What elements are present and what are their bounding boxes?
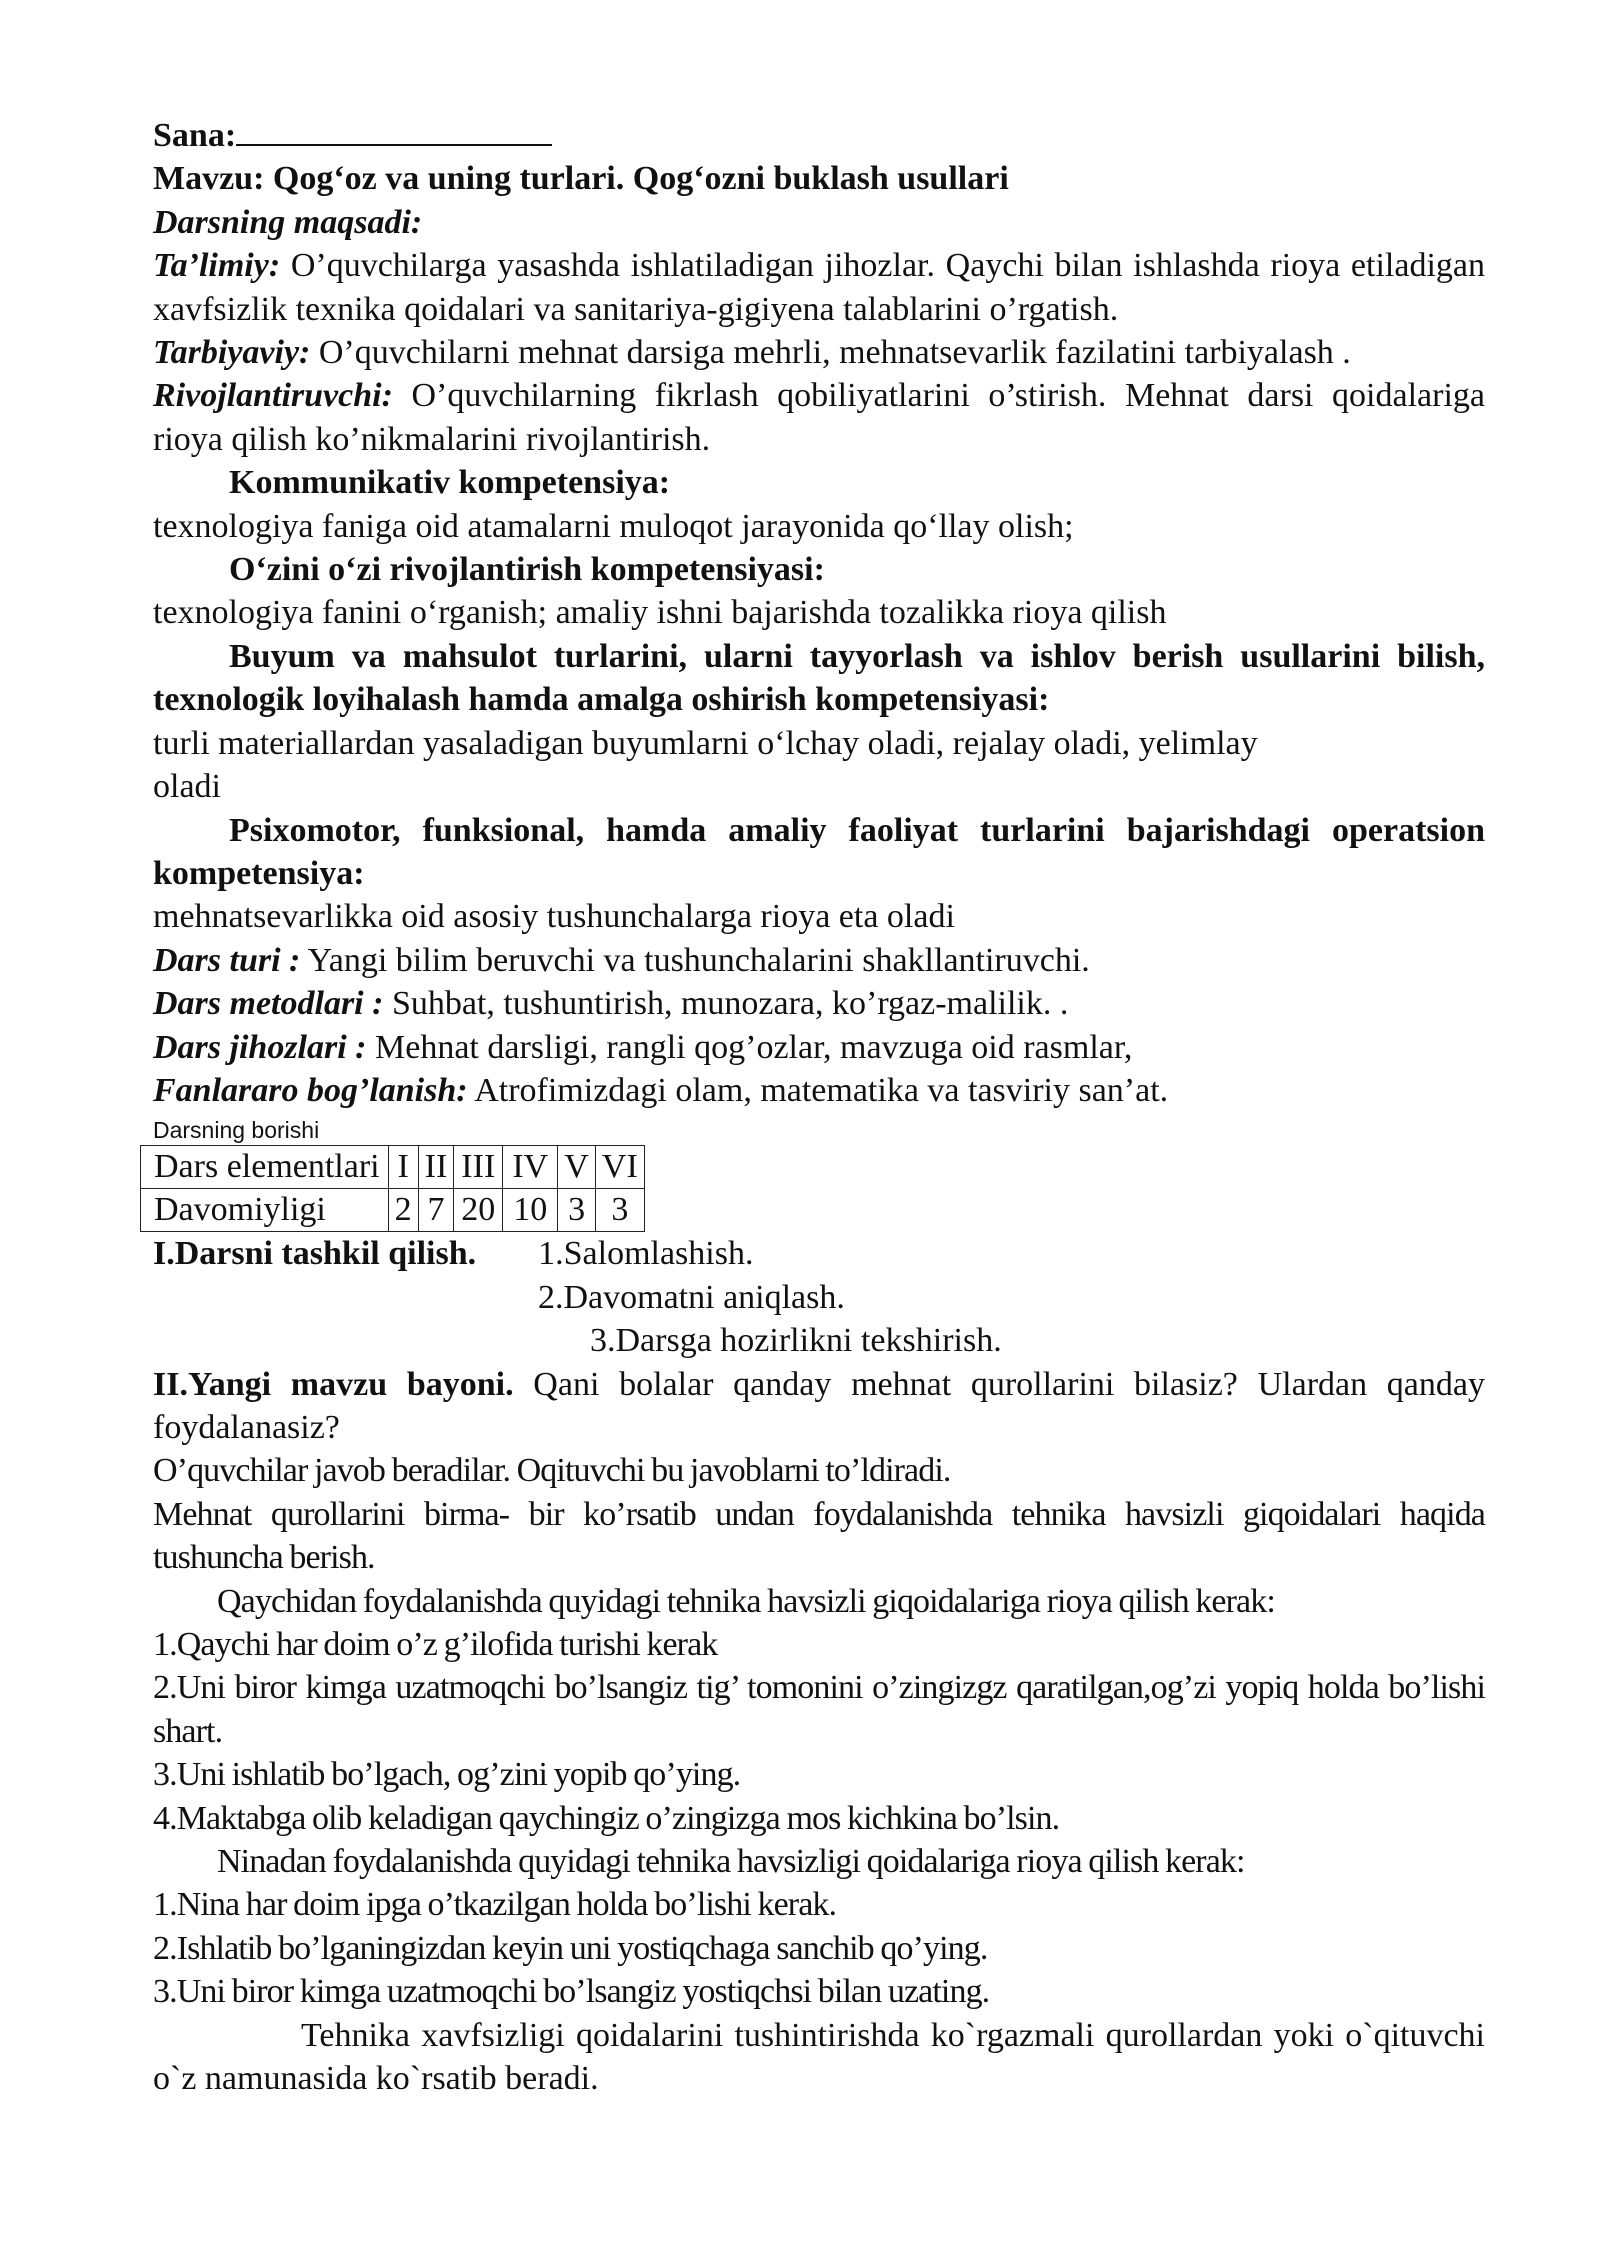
table-cell: 3 [595, 1189, 644, 1232]
competence-1-text: texnologiya faniga oid atamalarni muloqot jarayonida qo‘llay olish; [153, 507, 1074, 545]
goals-heading-text: Darsning maqsadi: [153, 203, 423, 241]
goal-upbringing-label: Tarbiyaviy: [153, 334, 311, 372]
date-blank [236, 112, 552, 146]
date-label: Sana: [153, 117, 237, 154]
table-row [141, 1146, 645, 1189]
org-step-1: 1.Salomlashish. [538, 1235, 754, 1273]
lesson-type [153, 939, 1485, 982]
lesson-type-text: Yangi bilim beruvchi va tushunchalarini shakllantiruvchi. [300, 941, 1090, 979]
needle-rules-heading: Ninadan foydalanishda quyidagi tehnika havsizligi qoidalariga rioya qilish kerak: [217, 1843, 1245, 1881]
competence-1-title [153, 461, 1485, 504]
table-cell: 2 [388, 1189, 418, 1232]
interdisciplinary [153, 1069, 1485, 1112]
lesson-methods-text: Suhbat, tushuntirish, munozara, ko’rgaz-malilik. . [383, 985, 1069, 1023]
competence-3-title [153, 635, 1485, 722]
org-step-3: 3.Darsga hozirlikni tekshirish. [590, 1322, 1002, 1360]
scissors-rule-2: 2.Uni biror kimga uzatmoqchi bo’lsangiz tig’ tomonini o’zingizgz qaratilgan,og’zi yopiq holda bo’lishi shart. [153, 1669, 1485, 1750]
goal-developmental [153, 374, 1485, 461]
needle-rule-1: 1.Nina har doim ipga o’tkazilgan holda bo’lishi kerak. [153, 1886, 837, 1924]
lesson-topic [153, 157, 1485, 200]
table-cell: V [558, 1146, 596, 1189]
table-cell: III [454, 1146, 503, 1189]
lesson-flow-caption: Darsning borishi [153, 1117, 320, 1144]
table-cell: 3 [558, 1189, 596, 1232]
org-step-2: 2.Davomatni aniqlash. [538, 1278, 845, 1316]
closing-paragraph: Tehnika xavfsizligi qoidalarini tushintirishda ko`rgazmali qurollardan yoki o`qituvchi o`z namunasida ko`rsatib beradi. [153, 2016, 1485, 2098]
needle-rule-3: 3.Uni biror kimga uzatmoqchi bo’lsangiz yostiqchsi bilan uzating. [153, 1973, 990, 2011]
competence-2-text: texnologiya fanini o‘rganish; amaliy ishni bajarishda tozalikka rioya qilish [153, 594, 1167, 632]
table-cell: II [418, 1146, 454, 1189]
scissors-rule-3: 3.Uni ishlatib bo’lgach, og’zini yopib qo’ying. [153, 1756, 741, 1794]
lesson-equipment-text: Mehnat darsligi, rangli qog’ozlar, mavzuga oid rasmlar, [366, 1028, 1133, 1066]
table-cell: IV [503, 1146, 558, 1189]
goal-educational-label: Ta’limiy: [153, 247, 281, 285]
organization-section [153, 1232, 1485, 1275]
duration-table [140, 1145, 645, 1232]
goal-educational [153, 244, 1485, 331]
new-topic-title: II.Yangi mavzu bayoni. [153, 1365, 514, 1403]
competence-1-title-text: Kommunikativ kompetensiya: [229, 464, 671, 502]
lesson-methods-label: Dars metodlari : [153, 985, 384, 1023]
competence-3-text: turli materiallardan yasaladigan buyumlarni o‘lchay oladi, rejalay oladi, yelimlay oladi [153, 724, 1258, 806]
interdisciplinary-text: Atrofimizdagi olam, matematika va tasviriy san’at. [467, 1071, 1169, 1109]
tools-explanation: Mehnat qurollarini birma- bir ko’rsatib undan foydalanishda tehnika havsizli giqoidalari haqida tushuncha berish. [153, 1495, 1485, 1577]
safety-rules [153, 1449, 1485, 2013]
competence-4-title [153, 809, 1485, 896]
document-page [153, 112, 1485, 2100]
goal-upbringing [153, 331, 1485, 374]
goals-heading [153, 201, 1485, 244]
lesson-equipment-label: Dars jihozlari : [153, 1028, 367, 1066]
table-cell: I [388, 1146, 418, 1189]
scissors-rule-4: 4.Maktabga olib keladigan qaychingiz o’zingizga mos kichkina bo’lsin. [153, 1799, 1060, 1837]
needle-rule-2: 2.Ishlatib bo’lganingizdan keyin uni yostiqchaga sanchib qo’ying. [153, 1929, 988, 1967]
competence-3-title-text: Buyum va mahsulot turlarini, ularni tayyorlash va ishlov berish usullarini bilish, texnologik loyihalash hamda amalga oshirish kompetensiyasi: [153, 637, 1485, 719]
table-cell: VI [595, 1146, 644, 1189]
date-line [153, 112, 1485, 157]
new-topic-intro [153, 1363, 1485, 1450]
scissors-rule-1: 1.Qaychi har doim o’z g’ilofida turishi kerak [153, 1626, 718, 1663]
organization-title: I.Darsni tashkil qilish. [153, 1235, 477, 1273]
table-cell: Dars elementlari [141, 1146, 389, 1189]
competence-2-title [153, 548, 1485, 591]
lesson-methods [153, 982, 1485, 1025]
new-topic-intro-text: Qani bolalar qanday mehnat qurollarini bilasiz? Ulardan qanday foydalanasiz? [153, 1365, 1485, 1446]
goal-educational-text: O’quvchilarga yasashda ishlatiladigan jihozlar. Qaychi bilan ishlashda rioya etiladigan xavfsizlik texnika qoidalari va sanitariya-gigiyena talablarini o’rgatish. [153, 247, 1485, 328]
student-answers: O’quvchilar javob beradilar. Oqituvchi bu javoblarni to’ldiradi. [153, 1452, 951, 1490]
table-cell: 7 [418, 1189, 454, 1232]
interdisciplinary-label: Fanlararo bog’lanish: [153, 1071, 468, 1109]
competence-4-title-text: Psixomotor, funksional, hamda amaliy faoliyat turlarini bajarishdagi operatsion kompetensiya: [153, 811, 1485, 892]
lesson-type-label: Dars turi : [153, 941, 301, 979]
table-cell: 10 [503, 1189, 558, 1232]
scissors-rules-heading: Qaychidan foydalanishda quyidagi tehnika havsizli giqoidalariga rioya qilish kerak: [217, 1582, 1275, 1620]
table-row [141, 1189, 645, 1232]
goal-upbringing-text: O’quvchilarni mehnat darsiga mehrli, mehnatsevarlik fazilatini tarbiyalash . [310, 334, 1351, 372]
goal-developmental-text: O’quvchilarning fikrlash qobiliyatlarini o’stirish. Mehnat darsi qoidalariga rioya qilish ko’nikmalarini rivojlantirish. [153, 377, 1485, 458]
lesson-equipment [153, 1026, 1485, 1069]
table-cell: Davomiyligi [141, 1189, 389, 1232]
competence-2-title-text: O‘zini o‘zi rivojlantirish kompetensiyasi: [229, 551, 825, 589]
topic-text: Mavzu: Qog‘oz va uning turlari. Qog‘ozni buklash usullari [153, 160, 1009, 198]
competence-4-text: mehnatsevarlikka oid asosiy tushunchalarga rioya eta oladi [153, 898, 955, 936]
table-cell: 20 [454, 1189, 503, 1232]
goal-developmental-label: Rivojlantiruvchi: [153, 377, 393, 415]
